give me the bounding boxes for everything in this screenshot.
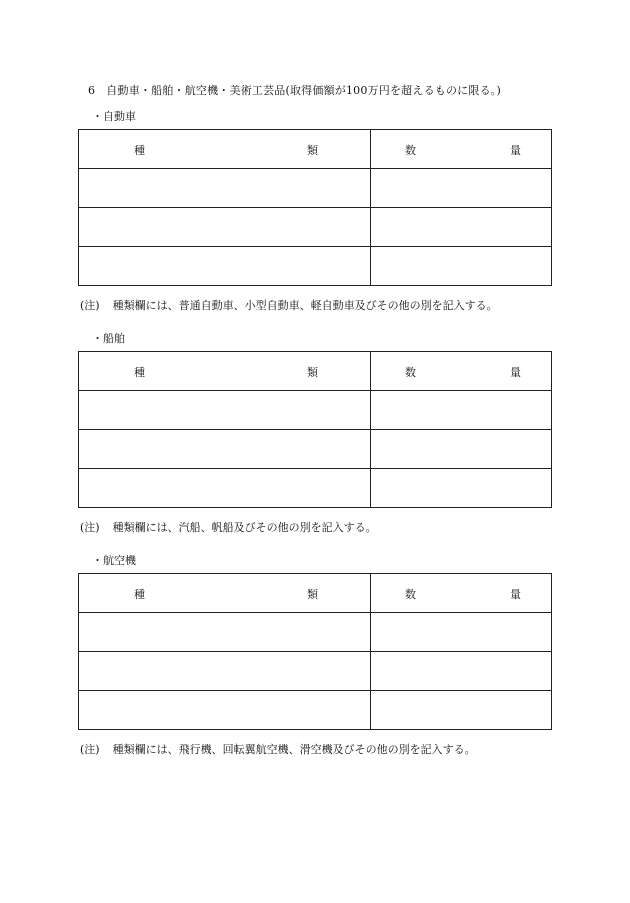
kind-cell[interactable] bbox=[79, 208, 371, 247]
note-ship bbox=[80, 519, 377, 535]
kind-cell[interactable] bbox=[79, 469, 371, 508]
section-number: 6 bbox=[88, 84, 96, 97]
note-mark: (注) bbox=[80, 521, 100, 534]
note-text: 種類欄には、汽船、帆船及びその他の別を記入する。 bbox=[112, 521, 377, 534]
header-kind: 種 類 bbox=[79, 352, 371, 391]
table-row bbox=[79, 208, 552, 247]
kind-cell[interactable] bbox=[79, 613, 371, 652]
table-header-row bbox=[79, 352, 552, 391]
kind-cell[interactable] bbox=[79, 169, 371, 208]
kind-cell[interactable] bbox=[79, 691, 371, 730]
note-aircraft bbox=[80, 741, 476, 757]
note-text: 種類欄には、飛行機、回転翼航空機、滑空機及びその他の別を記入する。 bbox=[112, 743, 476, 756]
quantity-cell[interactable] bbox=[371, 613, 552, 652]
quantity-cell[interactable] bbox=[371, 169, 552, 208]
note-text: 種類欄には、普通自動車、小型自動車、軽自動車及びその他の別を記入する。 bbox=[112, 299, 498, 312]
table-header-row bbox=[79, 574, 552, 613]
table-row bbox=[79, 613, 552, 652]
header-kind: 種 類 bbox=[79, 574, 371, 613]
aircraft-table bbox=[78, 573, 552, 730]
table-row bbox=[79, 169, 552, 208]
automobile-table bbox=[78, 129, 552, 286]
kind-cell[interactable] bbox=[79, 652, 371, 691]
quantity-cell[interactable] bbox=[371, 247, 552, 286]
section-title-text: 自動車・船舶・航空機・美術工芸品(取得価額が100万円を超えるものに限る。) bbox=[106, 84, 501, 97]
table-row bbox=[79, 247, 552, 286]
table-row bbox=[79, 652, 552, 691]
header-kind: 種 類 bbox=[79, 130, 371, 169]
note-mark: (注) bbox=[80, 743, 100, 756]
quantity-cell[interactable] bbox=[371, 652, 552, 691]
header-quantity: 数 量 bbox=[371, 352, 552, 391]
heading-aircraft: ・航空機 bbox=[92, 554, 136, 567]
header-quantity: 数 量 bbox=[371, 130, 552, 169]
table-row bbox=[79, 691, 552, 730]
heading-ship: ・船舶 bbox=[92, 332, 125, 345]
quantity-cell[interactable] bbox=[371, 691, 552, 730]
table-header-row bbox=[79, 130, 552, 169]
table-row bbox=[79, 391, 552, 430]
quantity-cell[interactable] bbox=[371, 469, 552, 508]
heading-automobile: ・自動車 bbox=[92, 110, 136, 123]
kind-cell[interactable] bbox=[79, 430, 371, 469]
note-mark: (注) bbox=[80, 299, 100, 312]
note-automobile bbox=[80, 297, 498, 313]
quantity-cell[interactable] bbox=[371, 208, 552, 247]
kind-cell[interactable] bbox=[79, 391, 371, 430]
quantity-cell[interactable] bbox=[371, 430, 552, 469]
kind-cell[interactable] bbox=[79, 247, 371, 286]
section-title bbox=[88, 82, 501, 98]
table-row bbox=[79, 469, 552, 508]
quantity-cell[interactable] bbox=[371, 391, 552, 430]
ship-table bbox=[78, 351, 552, 508]
table-row bbox=[79, 430, 552, 469]
header-quantity: 数 量 bbox=[371, 574, 552, 613]
